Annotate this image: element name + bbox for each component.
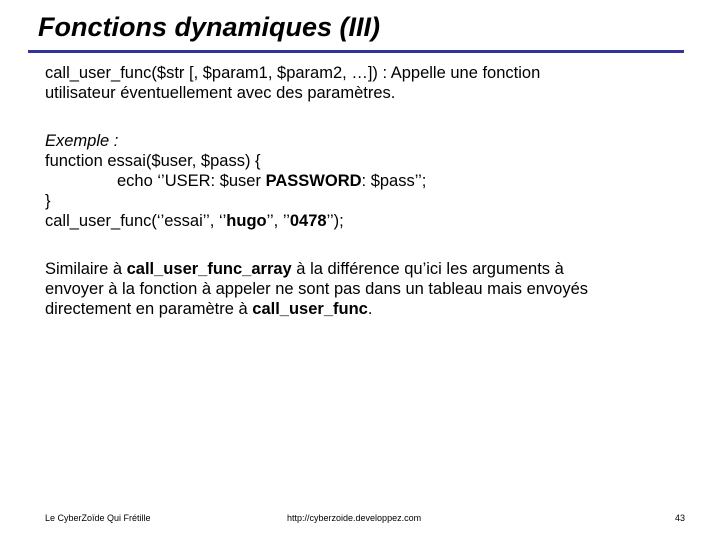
page-number: 43 [675,513,686,523]
code-line: function essai($user, $pass) { [45,152,261,170]
function-name: call_user_func [252,300,368,318]
code-line [45,211,665,231]
function-name: call_user_func_array [126,260,292,278]
slide-title: Fonctions dynamiques (III) [38,12,381,42]
code-segment: (‘’essai’’, ‘’ [151,212,227,230]
title-divider [28,50,684,53]
description-line: envoyer à la fonction à appeler ne sont pas dans un tableau mais envoyés [45,280,589,298]
text-segment: . [367,300,373,318]
example-label-text: Exemple : [45,132,119,150]
code-segment: echo ‘’USER: $user [117,172,266,190]
code-segment: ’’, ’’ [266,212,290,230]
description-line: call_user_func($str [, $param1, $param2, …]) : Appelle une fonction [45,64,541,82]
code-keyword: 0478 [289,212,327,230]
code-line: } [45,192,51,210]
code-line [45,171,665,191]
code-segment: call_user_func [45,212,152,230]
text-segment: à la différence qu’ici les arguments à [291,260,564,278]
code-segment: : $pass’’; [361,172,427,190]
slide-body [45,63,665,319]
code-keyword: PASSWORD [265,172,362,190]
code-keyword: hugo [226,212,267,230]
text-segment: directement en paramètre à [45,300,253,318]
code-segment: ’’); [326,212,344,230]
footer-author: Le CyberZoïde Qui Frétille [45,513,151,523]
description-line: utilisateur éventuellement avec des paramètres. [45,84,396,102]
description-line [45,259,665,279]
text-segment: Similaire à [45,260,127,278]
example-label [45,131,665,151]
description-line [45,299,665,319]
footer-url[interactable]: http://cyberzoide.developpez.com [287,513,422,523]
